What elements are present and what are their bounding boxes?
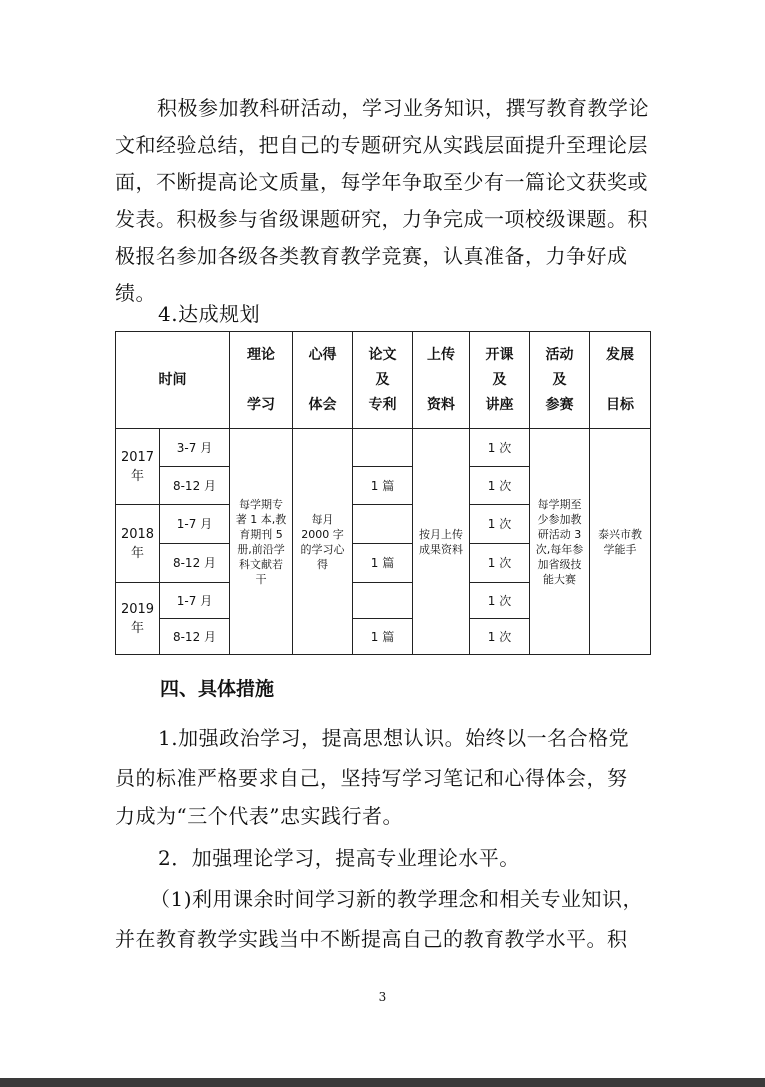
period-cell: 3-7 月 — [160, 429, 230, 467]
page-number: 3 — [378, 990, 387, 1004]
papers-cell: 1 篇 — [353, 467, 413, 505]
bottom-border-bar — [0, 1078, 765, 1087]
header-lectures: 开课 及 讲座 — [470, 332, 530, 429]
year-cell: 2019年 — [116, 583, 160, 655]
lectures-cell: 1 次 — [470, 544, 530, 583]
upload-plan: 按月上传成果资料 — [413, 429, 470, 655]
papers-cell — [353, 429, 413, 467]
header-time: 时间 — [116, 332, 230, 429]
measure-2-1-line-1: （1)利用课余时间学习新的教学理念和相关专业知识， — [150, 887, 644, 911]
lectures-cell: 1 次 — [470, 619, 530, 655]
lectures-cell: 1 次 — [470, 467, 530, 505]
section-heading-achievement-plan: 4.达成规划 — [158, 302, 261, 326]
development-goal: 泰兴市教学能手 — [590, 429, 651, 655]
section-heading-specific-measures: 四、具体措施 — [160, 678, 275, 700]
measure-1-line-2: 员的标准严格要求自己，坚持写学习笔记和心得体会，努 — [115, 766, 628, 790]
theory-study-plan: 每学期专著 1 本,教育期刊 5 册,前沿学科文献若干 — [230, 429, 293, 655]
measure-1-line-1: 1.加强政治学习，提高思想认识。始终以一名合格党 — [158, 726, 630, 750]
papers-cell: 1 篇 — [353, 619, 413, 655]
achievement-plan-table — [115, 331, 651, 655]
lectures-cell: 1 次 — [470, 505, 530, 544]
period-cell: 8-12 月 — [160, 467, 230, 505]
activities-plan: 每学期至少参加教研活动 3 次,每年参加省级技能大赛 — [530, 429, 590, 655]
measure-1-line-3: 力成为“三个代表”忠实践行者。 — [115, 804, 403, 828]
papers-cell — [353, 505, 413, 544]
header-theory-study: 理论 学习 — [230, 332, 293, 429]
year-cell: 2018年 — [116, 505, 160, 583]
year-cell: 2017年 — [116, 429, 160, 505]
period-cell: 1-7 月 — [160, 505, 230, 544]
header-insight: 心得 体会 — [293, 332, 353, 429]
header-papers-patents: 论文 及 专利 — [353, 332, 413, 429]
papers-cell: 1 篇 — [353, 544, 413, 583]
period-cell: 1-7 月 — [160, 583, 230, 619]
header-activities: 活动 及 参赛 — [530, 332, 590, 429]
insight-plan: 每月 2000 字的学习心得 — [293, 429, 353, 655]
period-cell: 8-12 月 — [160, 544, 230, 583]
lectures-cell: 1 次 — [470, 583, 530, 619]
measure-2-heading: 2．加强理论学习，提高专业理论水平。 — [158, 846, 520, 870]
lectures-cell: 1 次 — [470, 429, 530, 467]
paragraph-research-activities: 积极参加教科研活动，学习业务知识，撰写教育教学论文和经验总结，把自己的专题研究从实践层面提升至理论层面，不断提高论文质量，每学年争取至少有一篇论文获奖或发表。积极参与省级课题研究，力争完成一项校级课题。积极报名参加各级各类教育教学竞赛，认真准备，力争好成绩。 — [115, 96, 649, 305]
header-upload-materials: 上传 资料 — [413, 332, 470, 429]
header-development-goal: 发展 目标 — [590, 332, 651, 429]
period-cell: 8-12 月 — [160, 619, 230, 655]
measure-2-1-line-2: 并在教育教学实践当中不断提高自己的教育教学水平。积 — [115, 927, 628, 951]
papers-cell — [353, 583, 413, 619]
